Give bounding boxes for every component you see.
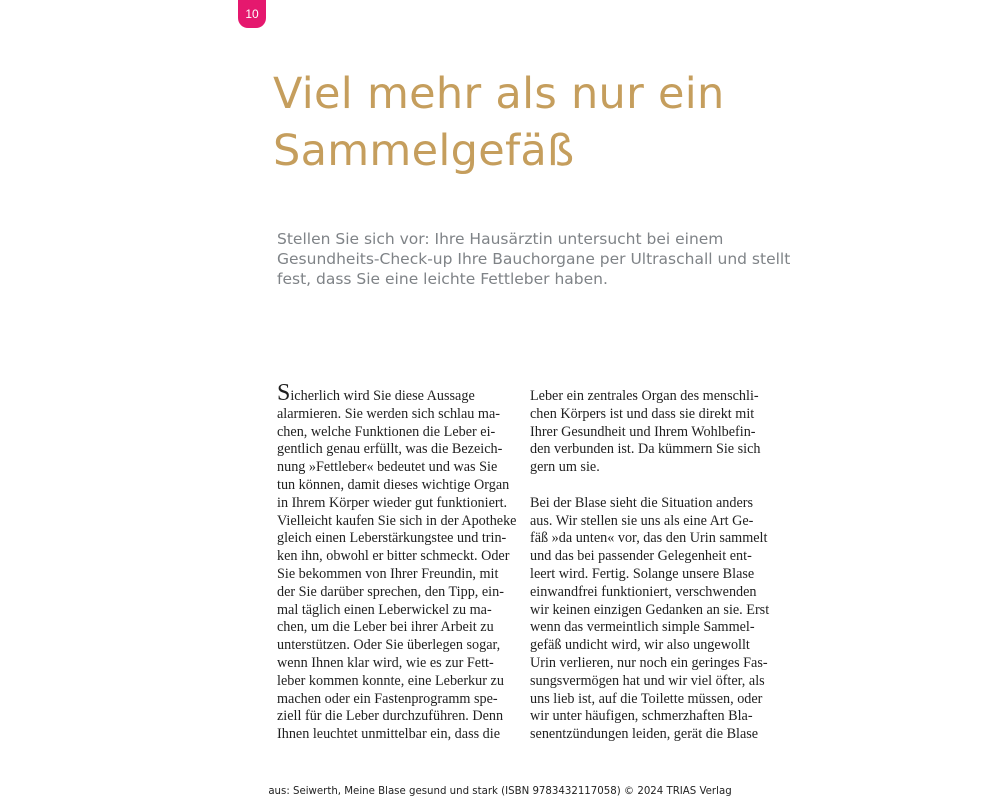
text-line: alarmieren. Sie werden sich schlau ma- (277, 405, 500, 422)
page-number-badge: 10 (238, 0, 266, 28)
text-line: aus. Wir stellen sie uns als eine Art Ge- (530, 512, 754, 529)
chapter-title (273, 66, 725, 180)
text-line: Urin verlieren, nur noch ein geringes Fas- (530, 654, 768, 671)
text-line: und das bei passender Gelegenheit ent- (530, 548, 752, 565)
text-line: Sie bekommen von Ihrer Freundin, mit (277, 565, 499, 582)
lead-line: fest, dass Sie eine leichte Fettleber haben. (277, 270, 608, 288)
text-line: Ihnen leuchtet unmittelbar ein, dass die (277, 726, 500, 743)
text-line: ken ihn, obwohl er bitter schmeckt. Oder (277, 548, 510, 565)
body-column-right (530, 388, 770, 744)
text-line: in Ihrem Körper wieder gut funktioniert. (277, 494, 508, 511)
text-line: gefäß undicht wird, wir also ungewollt (530, 637, 750, 654)
text-line: nung »Fettleber« bedeutet und was Sie (277, 459, 498, 476)
text-line: einwandfrei funktioniert, verschwenden (530, 583, 757, 600)
text-line: mal täglich einen Leberwickel zu ma- (277, 601, 492, 618)
text-line: Vielleicht kaufen Sie sich in der Apotheke (277, 512, 517, 529)
text-line: unterstützen. Oder Sie überlegen sogar, (277, 637, 501, 654)
lead-paragraph (277, 229, 790, 289)
text-line (277, 380, 509, 406)
text-line: sungsvermögen hat und wir viel öfter, als (530, 672, 765, 689)
text-line: ziell für die Leber durchzuführen. Denn (277, 708, 504, 725)
text-line: uns lieb ist, auf die Toilette müssen, oder (530, 690, 763, 707)
body-column-left (277, 380, 517, 744)
text-line: chen, um die Leber bei ihrer Arbeit zu (277, 619, 494, 636)
text-line: Leber ein zentrales Organ des menschli- (530, 388, 759, 404)
lead-line: Stellen Sie sich vor: Ihre Hausärztin untersucht bei einem (277, 230, 724, 248)
text-line: gentlich genau erfüllt, was die Bezeich- (277, 441, 503, 458)
text-line: senentzündungen leiden, gerät die Blase (530, 726, 759, 743)
text-line: leber kommen konnte, eine Leberkur zu (277, 672, 504, 689)
text-line: Bei der Blase sieht die Situation anders (530, 494, 754, 511)
text-line: den verbunden ist. Da kümmern Sie sich (530, 441, 761, 458)
text-line: fäß »da unten« vor, das den Urin sammelt (530, 530, 768, 547)
paragraph-gap (530, 477, 765, 495)
drop-cap: S (277, 380, 291, 406)
title-line: Sammelgefäß (273, 126, 575, 176)
text-line: wenn das vermeintlich simple Sammel- (530, 619, 755, 636)
text-line: chen Körpers ist und dass sie direkt mit (530, 405, 755, 422)
text-line: wenn Ihnen klar wird, wie es zur Fett- (277, 654, 494, 671)
footer-citation: aus: Seiwerth, Meine Blase gesund und stark (ISBN 9783432117058) © 2024 TRIAS Verlag (268, 786, 732, 797)
text-line: leert wird. Fertig. Solange unsere Blase (530, 565, 755, 582)
text-line: gern um sie. (530, 459, 600, 476)
lead-line: Gesundheits-Check-up Ihre Bauchorgane per Ultraschall und stellt (277, 250, 791, 268)
first-line-rest: icherlich wird Sie diese Aussage (290, 388, 475, 404)
text-line: machen oder ein Fastenprogramm spe- (277, 690, 498, 707)
title-line: Viel mehr als nur ein (273, 69, 725, 119)
text-line: wir unter häufigen, schmerzhaften Bla- (530, 708, 753, 725)
text-line: Ihrer Gesundheit und Ihrem Wohlbefin- (530, 423, 756, 440)
text-line: chen, welche Funktionen die Leber ei- (277, 423, 496, 440)
text-line: der Sie darüber sprechen, den Tipp, ein- (277, 583, 504, 600)
text-line: wir keinen einzigen Gedanken an sie. Erst (530, 601, 770, 618)
text-line: gleich einen Leberstärkungstee und trin- (277, 530, 507, 547)
text-line: tun können, damit dieses wichtige Organ (277, 476, 510, 493)
